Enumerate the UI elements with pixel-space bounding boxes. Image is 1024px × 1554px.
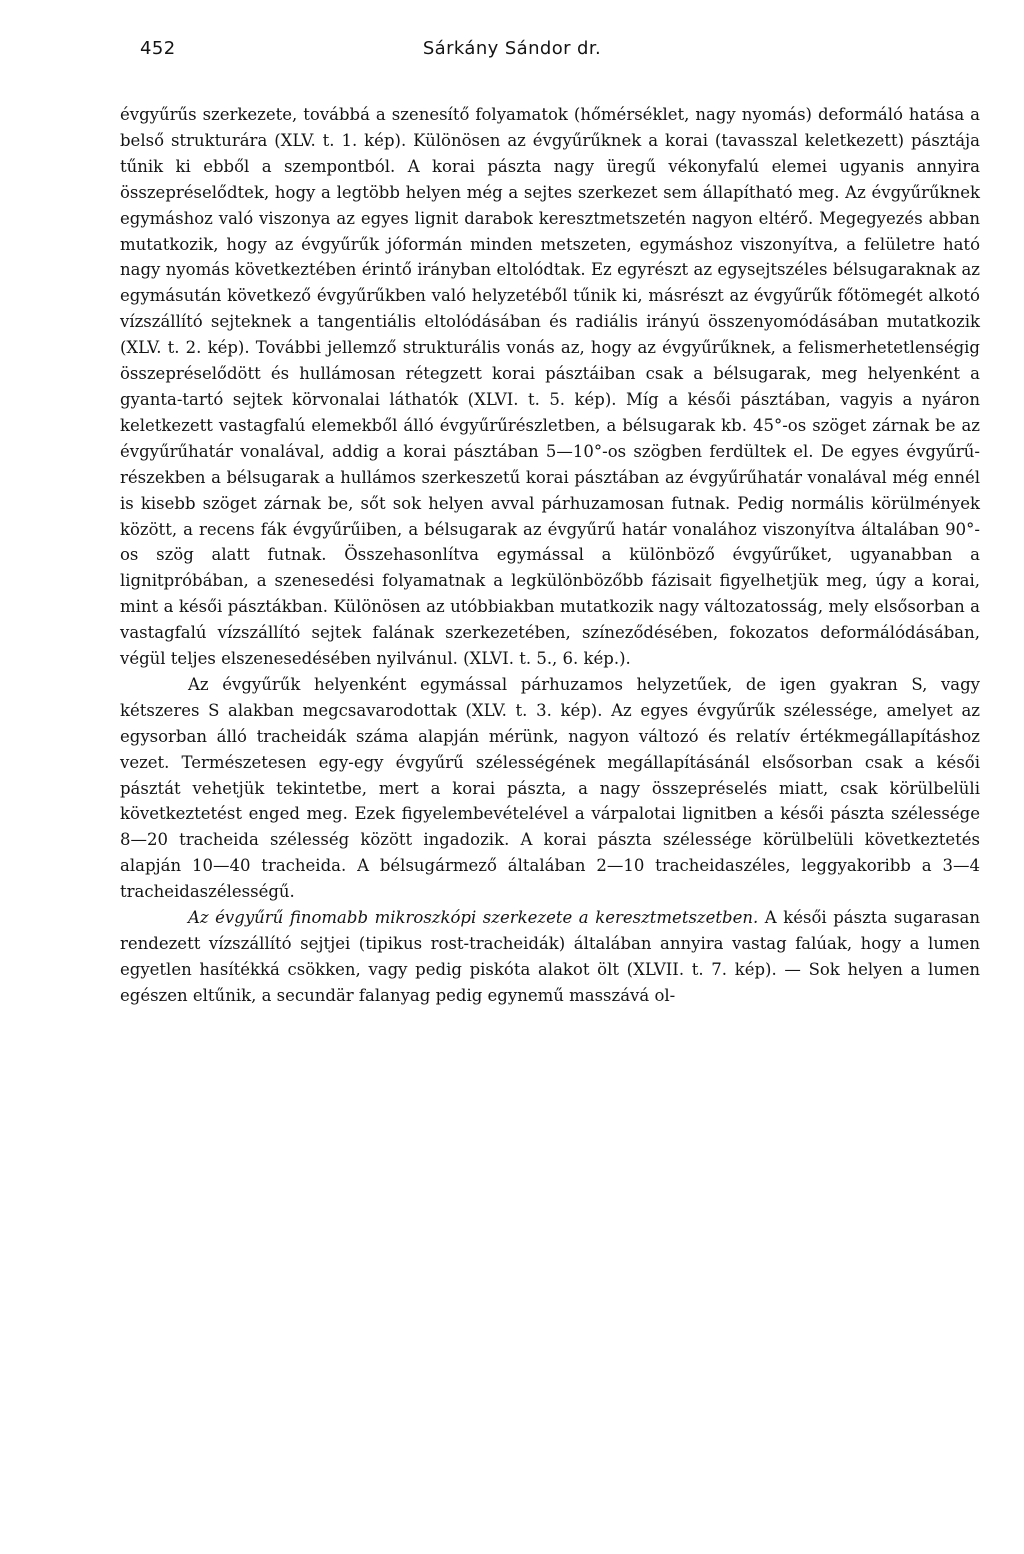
paragraph-3-text: A késői pászta sugarasan rendezett vízszállító sejtjei (tipikus rost-tracheidák) általában annyira vastag falúak, hogy a lumen egyetlen hasítékká csökken, vagy pedig piskóta alakot ölt (XLVII. t. 7. kép). — Sok helyen a lumen egészen eltűnik, a secundär falanyag pedig egynemű masszává ol- xyxy=(120,908,980,1005)
paragraph-3 xyxy=(120,905,980,1009)
page-number: 452 xyxy=(140,38,176,59)
section-heading-italic: Az évgyűrű finomabb mikroszkópi szerkezete a keresztmetszetben. xyxy=(188,908,759,928)
body-text xyxy=(120,102,980,1009)
author-name: Sárkány Sándor dr. xyxy=(422,38,602,59)
running-head xyxy=(0,38,1024,68)
paragraph-2: Az évgyűrűk helyenként egymással párhuzamos helyzetűek, de igen gyakran S, vagy kétszeres S alakban megcsavarodottak (XLV. t. 3. kép). Az egyes évgyűrűk szélessége, amelyet az egysorban álló tracheidák száma alapján mérünk, nagyon változó és relatív értékmegállapításhoz vezet. Természetesen egy-egy évgyűrű szélességének megállapításánál elsősorban csak a késői pásztát vehetjük tekintetbe, mert a korai pászta, a nagy összepréselés miatt, csak körülbelüli következtetést enged meg. Ezek figyelembevételével a várpalotai lignitben a késői pászta szélessége 8—20 tracheida szélesség között ingadozik. A korai pászta szélessége körülbelüli következtetés alapján 10—40 tracheida. A bélsugármező általában 2—10 tracheidaszéles, leggyakoribb a 3—4 tracheidaszélességű. xyxy=(120,674,980,902)
paragraph-1: évgyűrűs szerkezete, továbbá a szenesítő folyamatok (hőmérséklet, nagy nyomás) deformáló hatása a belső strukturára (XLV. t. 1. kép). Különösen az évgyűrűknek a korai (tavasszal keletkezett) pásztája tűnik ki ebből a szempontból. A korai pászta nagy üregű vékonyfalú elemei ugyanis annyira összepréselődtek, hogy a legtöbb helyen még a sejtes szerkezet sem állapítható meg. Az évgyűrűknek egymáshoz való viszonya az egyes lignit darabok keresztmetszetén nagyon eltérő. Megegyezés abban mutatkozik, hogy az évgyűrűk jóformán minden metszeten, egymáshoz viszonyítva, a felületre ható nagy nyomás következtében érintő irányban eltolódtak. Ez egyrészt az egysejtszéles bélsugaraknak az egymásután következő évgyűrűkben való helyzetéből tűnik ki, másrészt az évgyűrűk főtömegét alkotó vízszállító sejteknek a tangentiális eltolódásában és radiális irányú összenyomódásában mutatkozik (XLV. t. 2. kép). További jellemző strukturális vonás az, hogy az évgyűrűknek, a felismerhetetlenségig összepréselődött és hullámosan rétegzett korai pásztáiban csak a bélsugarak, meg helyenként a gyanta-tartó sejtek körvonalai láthatók (XLVI. t. 5. kép). Míg a késői pásztában, vagyis a nyáron keletkezett vastagfalú elemekből álló évgyűrűrészletben, a bélsugarak kb. 45°-os szöget zárnak be az évgyűrűhatár vonalával, addig a korai pásztában 5—10°-os szögben ferdültek el. De egyes évgyűrű-részekben a bélsugarak a hullámos szerkeszetű korai pásztában az évgyűrűhatár vonalával még ennél is kisebb szöget zárnak be, sőt sok helyen avval párhuzamosan futnak. Pedig normális körülmények között, a recens fák évgyűrűiben, a bélsugarak az évgyűrű határ vonalához viszonyítva általában 90°-os szög alatt futnak. Összehasonlítva egymással a különböző évgyűrűket, ugyanabban a lignitpróbában, a szenesedési folyamatnak a legkülönbözőbb fázisait figyelhetjük meg, úgy a korai, mint a késői pásztákban. Különösen az utóbbiakban mutatkozik nagy változatosság, mely elsősorban a vastagfalú vízszállító sejtek falának szerkezetében, színeződésében, fokozatos deformálódásában, végül teljes elszenesedésében nyilvánul. (XLVI. t. 5., 6. kép.). xyxy=(120,105,980,669)
